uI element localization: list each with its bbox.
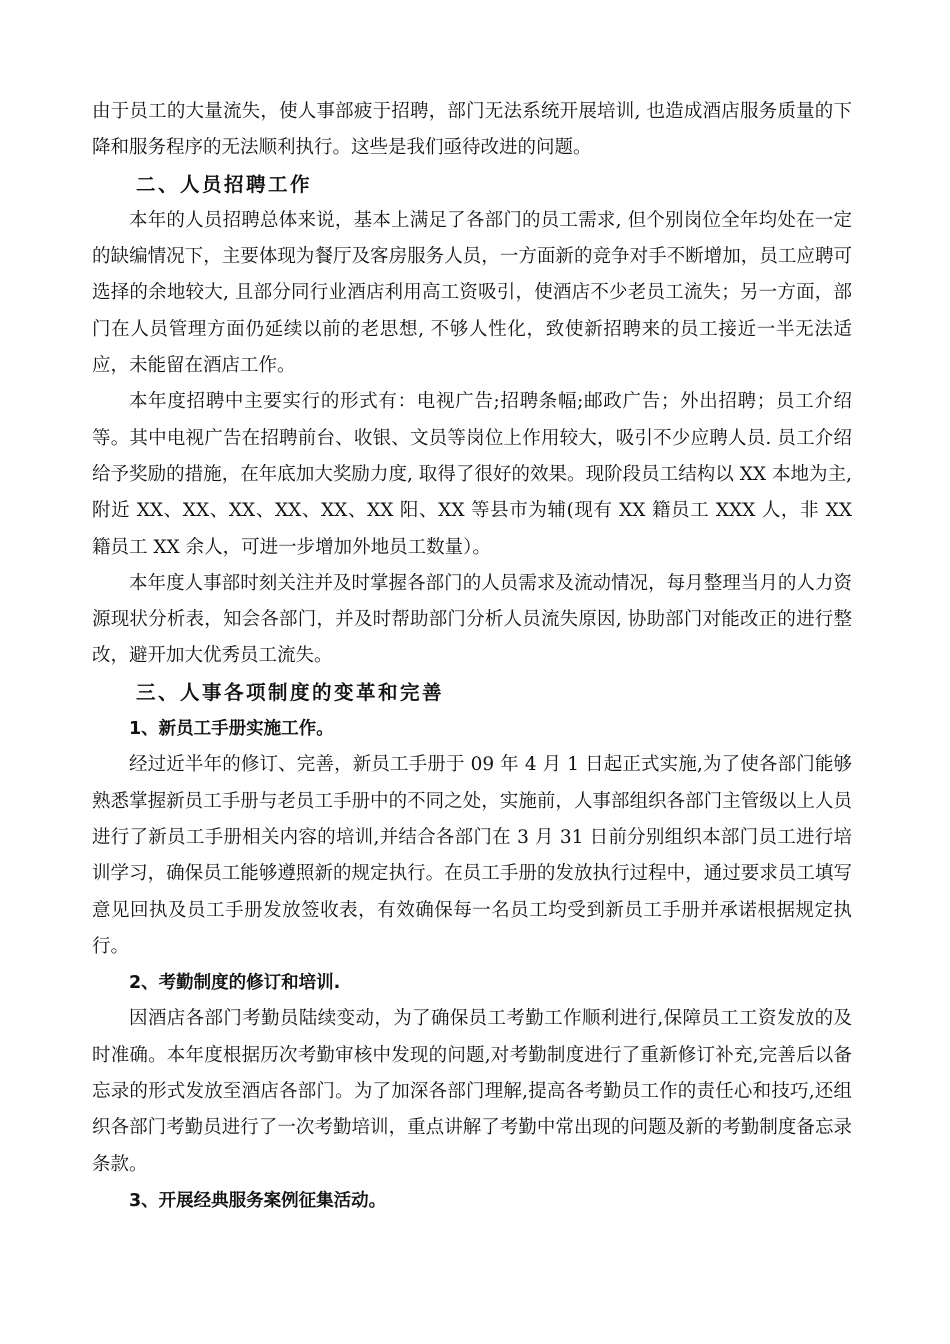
section-heading-hr-systems: 三、人事各项制度的变革和完善 [136, 680, 445, 704]
paragraph-recruitment-overview: 本年的人员招聘总体来说，基本上满足了各部门的员工需求, 但个别岗位全年均处在一定的缺编情况下，主要体现为餐厅及客房服务人员，一方面新的竞争对手不断增加，员工应聘可选择的余地较大, 且部分同行业酒店利用高工资吸引，使酒店不少老员工流失；另一方面，部门在人员管理方面仍延续以前的老思想, 不够人性化，致使新招聘来的员工接近一半无法适应，未能留在酒店工作。 [92, 209, 852, 377]
paragraph-recruitment-methods: 本年度招聘中主要实行的形式有：电视广告;招聘条幅;邮政广告；外出招聘；员工介绍等。其中电视广告在招聘前台、收银、文员等岗位上作用较大，吸引不少应聘人员. 员工介绍给予奖励的措施，在年底加大奖励力度, 取得了很好的效果。现阶段员工结构以 XX 本地为主, 附近 XX、XX、XX、XX、XX、XX 阳、XX 等县市为辅(现有 XX 籍员工 XXX 人，非 XX 籍员工 XX 余人，可进一步增加外地员工数量）。 [92, 391, 852, 558]
paragraph-intro: 由于员工的大量流失，使人事部疲于招聘，部门无法系统开展培训, 也造成酒店服务质量的下降和服务程序的无法顺利执行。这些是我们亟待改进的问题。 [92, 101, 852, 159]
subsection-heading-service-cases: 3、开展经典服务案例征集活动。 [129, 1190, 387, 1211]
subsection-heading-employee-handbook: 1、新员工手册实施工作。 [129, 719, 334, 740]
section-heading-recruitment: 二、人员招聘工作 [136, 172, 313, 196]
paragraph-recruitment-monitoring: 本年度人事部时刻关注并及时掌握各部门的人员需求及流动情况，每月整理当月的人力资源现状分析表，知会各部门，并及时帮助部门分析人员流失原因, 协助部门对能改正的进行整改，避开加大优秀员工流失。 [92, 572, 852, 667]
document-body [92, 94, 852, 1219]
subsection-heading-attendance: 2、考勤制度的修订和培训. [129, 973, 341, 994]
paragraph-employee-handbook: 经过近半年的修订、完善，新员工手册于 09 年 4 月 1 日起正式实施,为了使各部门能够熟悉掌握新员工手册与老员工手册中的不同之处，实施前，人事部组织各部门主管级以上人员进行了新员工手册相关内容的培训,并结合各部门在 3 月 31 日前分别组织本部门员工进行培训学习，确保员工能够遵照新的规定执行。在员工手册的发放执行过程中，通过要求员工填写意见回执及员工手册发放签收表，有效确保每一名员工均受到新员工手册并承诺根据规定执行。 [92, 754, 852, 957]
paragraph-attendance: 因酒店各部门考勤员陆续变动，为了确保员工考勤工作顺利进行,保障员工工资发放的及时准确。本年度根据历次考勤审核中发现的问题,对考勤制度进行了重新修订补充,完善后以备忘录的形式发放至酒店各部门。为了加深各部门理解,提高各考勤员工作的责任心和技巧,还组织各部门考勤员进行了一次考勤培训，重点讲解了考勤中常出现的问题及新的考勤制度备忘录条款。 [92, 1008, 852, 1175]
